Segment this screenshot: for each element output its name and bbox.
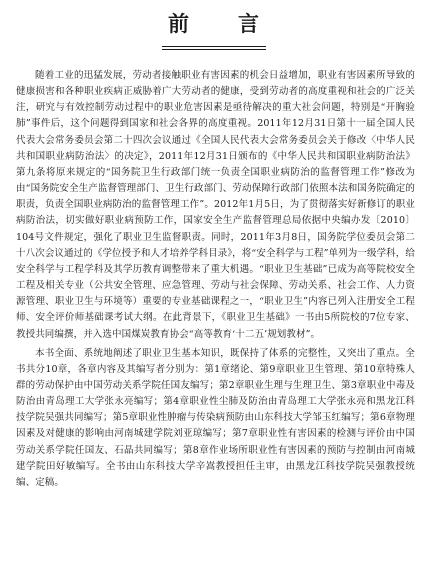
preface-paragraph-2: 本书全面、系统地阐述了职业卫生基本知识，既保持了体系的完整性，又突出了重点。全书共分10章，各章内容及其编写者分别为：第1章绪论、第9章职业卫生管理、第10章特殊人群的劳动保护由中国劳动关系学院任国友编写；第2章职业生理与生理卫生、第3章职业中毒及防治由青岛理工大学张永亮编写；第4章职业性尘肺及防治由青岛理工大学张永亮和黑龙江科技学院吴强共同编写；第5章职业性肿瘤与传染病预防由山东科技大学邹玉红编写；第6章物理因素及对健康的影响由河南城建学院刘亚琼编写；第7章职业性有害因素的检测与评价由中国劳动关系学院任国友、石晶共同编写；第8章作业场所职业性有害因素的预防与控制由河南城建学院田好敏编写。全书由山东科技大学辛嵩教授担任主审，由黑龙江科技学院吴强教授统编、定稿。: [16, 347, 415, 488]
preface-paragraph-1: 随着工业的迅猛发展，劳动者接触职业有害因素的机会日益增加，职业有害因素所导致的健康损害和各种职业疾病正威胁着广大劳动者的健康，受到劳动者的高度重视和社会的广泛关注，研究与有效控制劳动过程中的职业危害因素是亟待解决的重大社会问题，特别是“开胸验肺”事件后，这个问题得到国家和社会各界的高度重视。2011年12月31日第十一届全国人民代表大会常务委员会第二十四次会议通过《全国人民代表大会常务委员会关于修改〈中华人民共和国职业病防治法〉的决定》，2011年12月31日颁布的《中华人民共和国职业病防治法》第九条将原来规定的“国务院卫生行政部门统一负责全国职业病防治的监督管理工作”修改为由“国务院安全生产监督管理部门、卫生行政部门、劳动保障行政部门依照本法和国务院确定的职责，负责全国职业病防治的监督管理工作”。2012年1月5日，为了贯彻落实好新修订的职业病防治法，切实做好职业病预防工作，国家安全生产监督管理总局依据中央编办发〔2010〕104号文件规定，强化了职业卫生监督职责。同时，2011年3月8日，国务院学位委员会第二十八次会议通过的《学位授予和人才培养学科目录》，将“安全科学与工程”单列为一级学科，给安全科学与工程学科及其学历教育调整带来了重大机遇。“职业卫生基础”已成为高等院校安全工程及相关专业（公共安全管理、应急管理、劳动与社会保障、劳动关系、社会工作、人力资源管理、职业卫生与环境等）重要的专业基础课程之一，“职业卫生”内容已列入注册安全工程师、安全评价师基础课考试大纲。在此背景下，《职业卫生基础》一书由5所院校的7位专家、教授共同编撰，并入选中国煤炭教育协会“高等教育‘十二五’规划教材”。: [16, 70, 415, 340]
title-underline: [162, 46, 266, 50]
preface-body: [16, 68, 415, 491]
page-title: 前 言: [168, 12, 273, 36]
